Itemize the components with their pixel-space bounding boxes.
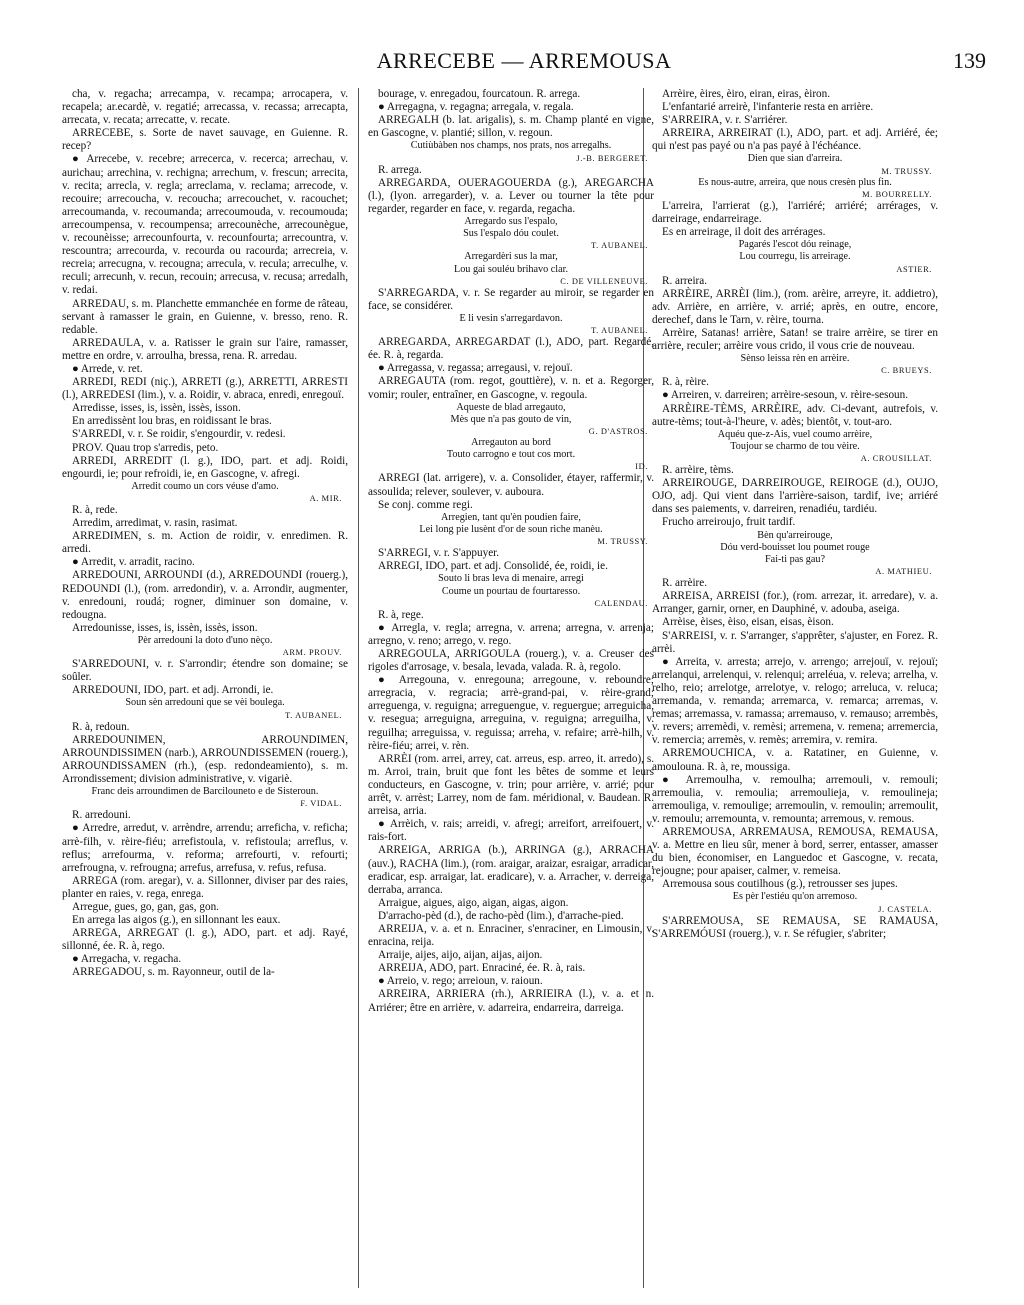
citation-source: A. MATHIEU. (875, 567, 932, 577)
dictionary-entry: R. arreira. (662, 274, 708, 287)
citation-quote: Pèr arredouni la doto d'uno nèço. (137, 634, 273, 646)
dictionary-entry: R. arrega. (378, 163, 422, 176)
dictionary-entry: Se conj. comme regi. (378, 498, 473, 511)
citation-quote: Dóu verd-bouisset lou poumet rouge (720, 541, 870, 553)
citation-quote: Toujour se charmo de tou vèire. (730, 440, 860, 452)
citation-quote: Mès que n'a pas gouto de vin, (450, 413, 572, 425)
dictionary-entry: R. arredouni. (72, 809, 131, 822)
citation-quote: Aqueste de blad arregauto, (456, 401, 566, 413)
dictionary-entry: S'ARREIRA, v. r. S'arriérer. (662, 114, 788, 127)
citation-source: M. TRUSSY. (597, 537, 648, 547)
citation-source: G. D'ASTROS. (588, 427, 648, 437)
dictionary-entry: ARREGARDA, ARREGARDAT (l.), ADO, part. Regardé, ée. R. à, regarda. (368, 336, 654, 362)
dictionary-entry: Arredim, arredimat, v. rasin, rasimat. (72, 517, 238, 530)
dictionary-entry: ARREDOUNI, ARROUNDI (d.), ARREDOUNDI (rouerg.), REDOUNDI (l.), (rom. arredondir), v. a. Arrondir, augmenter, v. enredouni, roudá; rogner, diminuer son domaine, v. redougna. (62, 569, 348, 621)
citation-quote: Sènso leissa rèn en arrèire. (740, 353, 850, 365)
dictionary-entry: ARREDOUNIMEN, ARROUNDIMEN, ARROUNDISSIMEN (narb.), ARROUNDISSEMEN (rouerg.), ARROUNDISSAMEN (rh.), (esp. redondeamiento), s. m. Arrondissement; division administrative, v. vigariè. (62, 733, 348, 786)
dictionary-entry: ARREIJA, v. a. et n. Enraciner, s'enraciner, en Limousin, v. enracina, reija. (368, 922, 654, 949)
dictionary-entry: ● Arredit, v. arradit, racino. (72, 556, 195, 569)
dictionary-entry: Arraigue, aigues, aigo, aigan, aigas, aigon. (378, 896, 569, 909)
citation-quote: Lou gai souléu brihavo clar. (453, 263, 568, 275)
dictionary-entry: ● Arreio, v. rego; arreioun, v. raioun. (378, 975, 543, 988)
dictionary-entry: ARRÈI (rom. arrei, arrey, cat. arreus, esp. arreo, it. arredo), s. m. Arroi, train, bruit que font les bêtes de somme et leurs conducteurs, en Gascogne, v. trin; pour arrière, v. arrié; pour arrêt, v. arrèst; Larrey, nom de fam. méridional, v. Baudean. R. arreisa, arria. (368, 752, 654, 818)
dictionary-entry: S'ARREMOUSA, SE REMAUSA, SE RAMAUSA, S'ARREMÓUSI (rouerg.), v. r. Se réfugier, s'abriter; (652, 914, 938, 940)
citation-quote: Arregardo sus l'espalo, (464, 215, 558, 227)
page-number: 139 (953, 48, 986, 73)
dictionary-entry: S'ARREGI, v. r. S'appuyer. (378, 547, 500, 560)
citation-quote: Aquéu que-z-Ais, vuel coumo arrèire, (717, 428, 873, 440)
dictionary-entry: D'arracho-pèd (d.), de racho-pèd (lim.), d'arrache-pied. (378, 909, 624, 922)
dictionary-entry: bourage, v. enregadou, fourcatoun. R. arrega. (378, 88, 581, 100)
citation-quote: Pagarés l'escot dóu reinage, (738, 239, 852, 251)
dictionary-entry: Arrèire, Satanas! arrière, Satan! se traire arrèire, se tirer en arrière, reculer; arrèire vous crido, il vous crie de nouveau. (652, 326, 938, 353)
dictionary-entry: En arrega las aigos (g.), en sillonnant les eaux. (72, 914, 281, 927)
dictionary-entry: ARREGADOU, s. m. Rayonneur, outil de la- (72, 966, 275, 979)
dictionary-entry: ARREIRA, ARREIRAT (l.), ADO, part. et adj. Arriéré, ée; qui n'est pas payé ou n'a pas payé à l'échéance. (652, 127, 938, 153)
dictionary-entry: ● Arredre, arredut, v. arrèndre, arrendu; arreficha, v. reficha; arrè-filh, v. rèire-fiéu; arrefistoula, v. refistoula; arreflus, v. reflus; arrefourma, v. reforma; arrefourti, v. refourti; arrefrougna, v. refrougna; arrefus, arrefusa, v. refus, refusa. (62, 822, 348, 874)
dictionary-entry: Arraije, aijes, aijo, aijan, aijas, aijon. (378, 949, 543, 962)
dictionary-entry: ARREIGA, ARRIGA (b.), ARRINGA (g.), ARRACHA (auv.), RACHA (lim.), (rom. araigar, araizar, esraigar, arradicar, eradicar, esp. arraigar, lat. eradicare), v. a. Arracher, v. derreiga, derraba, arranca. (368, 844, 654, 896)
citation-source: C. DE VILLENEUVE. (560, 276, 648, 286)
dictionary-entry: ● Arregacha, v. regacha. (72, 953, 182, 966)
citation-source: T. AUBANEL. (591, 241, 648, 251)
dictionary-entry: L'enfantarié arreirè, l'infanterie resta en arrière. (662, 101, 874, 114)
citation-source: M. TRUSSY. (881, 166, 932, 176)
citation-quote: Fai-ti pas gau? (765, 553, 825, 565)
dictionary-entry: R. arrèire, tèms. (662, 464, 734, 477)
dictionary-entry: ARREGALH (b. lat. arigalis), s. m. Champ planté en vigne, en Gascogne, v. plantié; sillon, v. regoun. (368, 114, 654, 140)
dictionary-entry: S'ARREDI, v. r. Se roidir, s'engourdir, v. redesi. (72, 428, 286, 441)
citation-quote: Bèn qu'arreirouge, (757, 529, 833, 541)
dictionary-entry: PROV. Quau trop s'arredis, peto. (72, 441, 219, 454)
dictionary-entry: ARREDI, ARREDIT (l. g.), IDO, part. et adj. Roidi, engourdi, ie; pour refroidi, ie, en Gascogne, v. afregi. (62, 454, 348, 480)
citation-quote: Arregardèri sus la mar, (464, 251, 558, 263)
dictionary-entry: S'ARREDOUNI, v. r. S'arrondir; étendre son domaine; se soûler. (62, 658, 348, 684)
dictionary-entry: ARREGI, IDO, part. et adj. Consolidé, ée, roidi, ie. (378, 560, 608, 573)
citation-quote: Es nous-autre, arreira, que nous cresèn plus fin. (698, 176, 892, 188)
dictionary-entry: ARREIROUGE, DARREIROUGE, REIROGE (d.), OUJO, OJO, adj. Qui vient dans l'arrière-saison, tardif, ive; arriéré dans ses paiements, v. darreiren, renadiéu, tardiéu. (652, 477, 938, 516)
citation-quote: Touto carrogno e tout cos mort. (446, 449, 576, 461)
citation-quote: Souto li bras leva di menaire, arregi (438, 573, 584, 585)
dictionary-entry: ● Arrede, v. ret. (72, 362, 143, 375)
citation-source: F. VIDAL. (300, 799, 342, 809)
dictionary-entry: ARRÈIRE, ARRÈI (lim.), (rom. arèire, arreyre, it. addietro), adv. Arrière, en arrière, v. arrié; après, en outre, encore, derechef, dans le Tarn, v. rèire, tourna. (652, 287, 938, 326)
dictionary-entry: cha, v. regacha; arrecampa, v. recampa; arrocapera, v. recapela; ar.ecardè, v. regatié; arrecassa, v. recassa; arrecapta, arrecata, v. recata; arrecatte, v. recate. (62, 88, 348, 127)
dictionary-entry: Arremousa sous coutilhous (g.), retrousser ses jupes. (662, 878, 898, 891)
citation-quote: E li vesin s'arregardavon. (459, 312, 563, 324)
dictionary-entry: ● Arreiren, v. darreiren; arrèire-sesoun, v. rèire-sesoun. (662, 389, 909, 402)
dictionary-entry: R. à, rèire. (662, 376, 709, 389)
citation-quote: Dien que sian d'arreira. (747, 153, 843, 165)
dictionary-entry: ARREIRA, ARRIERA (rh.), ARRIEIRA (l.), v. a. et n. Arriérer; être en arrière, v. adarreira, endarreira, darreiga. (368, 988, 654, 1014)
column-middle (368, 88, 654, 1293)
dictionary-entry: En arredissènt lou bras, en roidissant le bras. (72, 415, 272, 428)
dictionary-entry: ARREDI, REDI (niç.), ARRETI (g.), ARRETTI, ARRESTI (l.), ARREDESI (lim.), v. a. Roidir, v. abraca, enredi, enregouï. (62, 376, 348, 402)
dictionary-entry: ARREGAUTA (rom. regot, gouttière), v. n. et a. Regorger, vomir; rouler, entraîner, en Gascogne, v. regoula. (368, 375, 654, 401)
citation-source: ARM. PROUV. (282, 648, 342, 658)
dictionary-entry: Es en arreirage, il doit des arrérages. (662, 226, 826, 239)
dictionary-entry: Frucho arreiroujo, fruit tardif. (662, 516, 796, 529)
citation-quote: Arregien, tant qu'èn poudien faire, (441, 511, 581, 523)
running-head: ARRECEBE — ARREMOUSA (376, 48, 672, 73)
citation-source: T. AUBANEL. (591, 326, 648, 336)
dictionary-entry: ARREGI (lat. arrigere), v. a. Consolider, étayer, raffermir, v. assoulida; relever, soulever, v. auboura. (368, 472, 654, 498)
dictionary-entry: ARREDAU, s. m. Planchette emmanchée en forme de râteau, servant à ramasser le grain, en Guienne, v. bresso, reno. R. redable. (62, 297, 348, 336)
dictionary-entry: ARREIJA, ADO, part. Enraciné, ée. R. à, rais. (378, 962, 586, 975)
dictionary-entry: ARREGARDA, OUERAGOUERDA (g.), AREGARCHA (l.), (lyon. arregarder), v. a. Lever ou tourner la tête pour regarder, regarder en face, v. regarda, regacha. (368, 176, 654, 215)
citation-source: M. BOURRELLY. (862, 189, 932, 199)
citation-source: ASTIER. (896, 264, 932, 274)
dictionary-entry: ● Arregagna, v. regagna; arregala, v. regala. (378, 101, 574, 114)
dictionary-entry: ● Arremoulha, v. remoulha; arremouli, v. remouli; arremoulia, v. remoulia; arremoulieja, v. remoulineja; arremouliga, v. remoulige; arremoulin, v. remoulin; arremoulit, v. remoulu; arremounta, v. remounta; arremous, v. remous. (652, 773, 938, 825)
citation-quote: Sus l'espalo dóu coulet. (463, 228, 559, 240)
dictionary-entry: R. à, rede. (72, 504, 118, 517)
citation-quote: Coume un pourtau de fourtaresso. (441, 585, 581, 597)
dictionary-entry: ● Arrecebe, v. recebre; arrecerca, v. recerca; arrechau, v. aurichau; arrechina, v. rechigna; arrechum, v. frescun; arrecita, v. recita; arrecla, v. regla; arreclama, v. reclama; arrecode, v. recouire; arrecoucha, v. recoucha; arrecouchet, v. racouchet; arrecoumanda, v. recoumanda; arrecoumouda, v. recoumouda; arrecoumpensa, v. recoumpensa; arrecounèche, arrecounègue, v. recounèisse; arrecounfourta, v. recounfourta; arrecountra, v. rescountra; arrecourda, v. recourda ou racourda; arrecreia, v. recreia; arrecugna, v. recougna; arrecula, v. recula; arreculhe, v. reculi; arrecunh, v. recun, recouin; arrecusa, v. recusa; arredalh, v. redai. (62, 153, 348, 297)
dictionary-entry: Arrèire, èires, èiro, eiran, eiras, èiron. (662, 88, 831, 100)
citation-source: J.-B. BERGERET. (576, 153, 648, 163)
dictionary-entry: Arredounisse, isses, is, issèn, issès, isson. (72, 621, 258, 634)
dictionary-entry: Arrèise, èises, èiso, eisan, eisas, èison. (662, 616, 834, 629)
dictionary-entry: R. à, redoun. (72, 720, 130, 733)
dictionary-entry: S'ARREGARDA, v. r. Se regarder au miroir, se regarder en face, se considérer. (368, 286, 654, 312)
dictionary-entry: R. arrèire. (662, 577, 708, 590)
dictionary-entry: ARREDIMEN, s. m. Action de roidir, v. enredimen. R. arredi. (62, 530, 348, 556)
citation-quote: Lei long pie lusènt d'or de soun riche manèu. (419, 523, 603, 535)
page-header (62, 46, 986, 80)
dictionary-entry: ● Arreita, v. arresta; arrejo, v. arrengo; arrejouï, v. rejouï; arrelanqui, arrelenqui, v. relenqui; arreléua, v. releva; arrelha, v. relho, reio; arrelotge, arrelotye, v. relogo; arreluca, v. reluca; arremanda, v. remanda; arremarca, v. remarca; arremas, v. remas; arremassa, v. ramassa; arremauso, v. remauso; arrembès, v. revers; arremèdi, v. remèsi; arremena, v. remena; arremercia, v. remercia; arremès, v. remès; arremira, v. remira. (652, 655, 938, 747)
dictionary-entry: Arredisse, isses, is, issèn, issès, isson. (72, 402, 241, 415)
citation-source: CALENDAU. (594, 598, 648, 608)
column-right (652, 88, 938, 1293)
dictionary-entry: ARRECEBE, s. Sorte de navet sauvage, en Guienne. R. recep? (62, 127, 348, 153)
dictionary-entry: ● Arregouna, v. enregouna; arregoune, v. reboundre; arregracia, v. regracia; arrè-grand-pai, v. rèire-grand; arreguenga, v. reguigna; arreguengue, v. reguergue; arreguicha, v. resegua; arreguigna, arreguina, v. reguigna; arreguilha, v. reguilha; arreguissa, v. reguissa; arreha, v. refaire; arrè-hilh, v. rèire-fiéu; arrei, v. rèn. (368, 674, 654, 752)
citation-quote: Arregauton au bord (471, 437, 551, 449)
citation-source: C. BRUEYS. (881, 366, 932, 376)
citation-quote: Cutiùbàben nos champs, nos prats, nos arregalhs. (410, 140, 612, 152)
column-divider (358, 88, 359, 1288)
dictionary-entry: ● Arregla, v. regla; arregna, v. arrena; arregna, v. arrenja; arregno, v. reno; arrego, v. rego. (368, 621, 654, 647)
dictionary-entry: ARREMOUCHICA, v. a. Ratatiner, en Guienne, v. amoulouna. R. à, re, moussiga. (652, 747, 938, 773)
citation-source: J. CASTELA. (878, 904, 932, 914)
dictionary-entry: ARREDOUNI, IDO, part. et adj. Arrondi, ie. (72, 684, 274, 697)
citation-source: ID. (635, 462, 648, 472)
dictionary-entry: R. à, rege. (378, 608, 424, 621)
dictionary-entry: ARREGA, ARREGAT (l. g.), ADO, part. et adj. Rayé, sillonné, ée. R. à, rego. (62, 927, 348, 953)
column-left (62, 88, 348, 1293)
dictionary-entry: Arregue, gues, go, gan, gas, gon. (72, 900, 219, 913)
citation-quote: Arredit coumo un cors véuse d'amo. (131, 480, 279, 492)
dictionary-entry: L'arreira, l'arrierat (g.), l'arriéré; arriéré; arrérages, v. darreirage, endarreirage. (652, 199, 938, 225)
dictionary-entry: ● Arregassa, v. regassa; arregausi, v. rejouï. (378, 362, 573, 375)
citation-source: T. AUBANEL. (285, 710, 342, 720)
dictionary-entry: ARREGA (rom. aregar), v. a. Sillonner, diviser par des raies, planter en raies, v. rega, enrega. (62, 874, 348, 900)
dictionary-entry: S'ARREISI, v. r. S'arranger, s'apprêter, s'ajuster, en Forez. R. arrèi. (652, 629, 938, 655)
dictionary-entry: ARRÈIRE-TÈMS, ARRÈIRE, adv. Ci-devant, autrefois, v. autre-tèms; tout-à-l'heure, v. adès; bientôt, v. tout-aro. (652, 402, 938, 428)
dictionary-entry: ARREGOULA, ARRIGOULA (rouerg.), v. a. Creuser des rigoles d'arrosage, v. besala, levada, valada. R. à, regolo. (368, 648, 654, 674)
citation-quote: Soun sèn arredouni que se vèi boulega. (125, 697, 285, 709)
citation-quote: Es pèr l'estiéu qu'on arremoso. (732, 891, 858, 903)
citation-quote: Franc deis arroundimen de Barcilouneto e de Sisteroun. (91, 786, 319, 798)
citation-source: A. CROUSILLAT. (860, 454, 932, 464)
dictionary-entry: ARREISA, ARREISI (for.), (rom. arrezar, it. arredare), v. a. Arranger, garnir, orner, en Dauphiné, v. adouba, aseiga. (652, 590, 938, 616)
dictionary-entry: ● Arrèich, v. rais; arreidi, v. afregi; arreifort, arreifouert, v. rais-fort. (368, 818, 654, 844)
citation-source: A. MIR. (309, 494, 342, 504)
dictionary-entry: ARREDAULA, v. a. Ratisser le grain sur l'aire, ramasser, mettre en ordre, v. arroulha, bressa, rena. R. arredau. (62, 336, 348, 362)
dictionary-entry: ARREMOUSA, ARREMAUSA, REMOUSA, REMAUSA, v. a. Mettre en lieu sûr, mener à bord, serrer, entasser, amasser du bien, économiser, en Languedoc et Gascogne, v. recata, rejougne; pour apaiser, calmer, v. remeisa. (652, 825, 938, 878)
citation-quote: Lou courregu, lis arreirage. (739, 251, 851, 263)
